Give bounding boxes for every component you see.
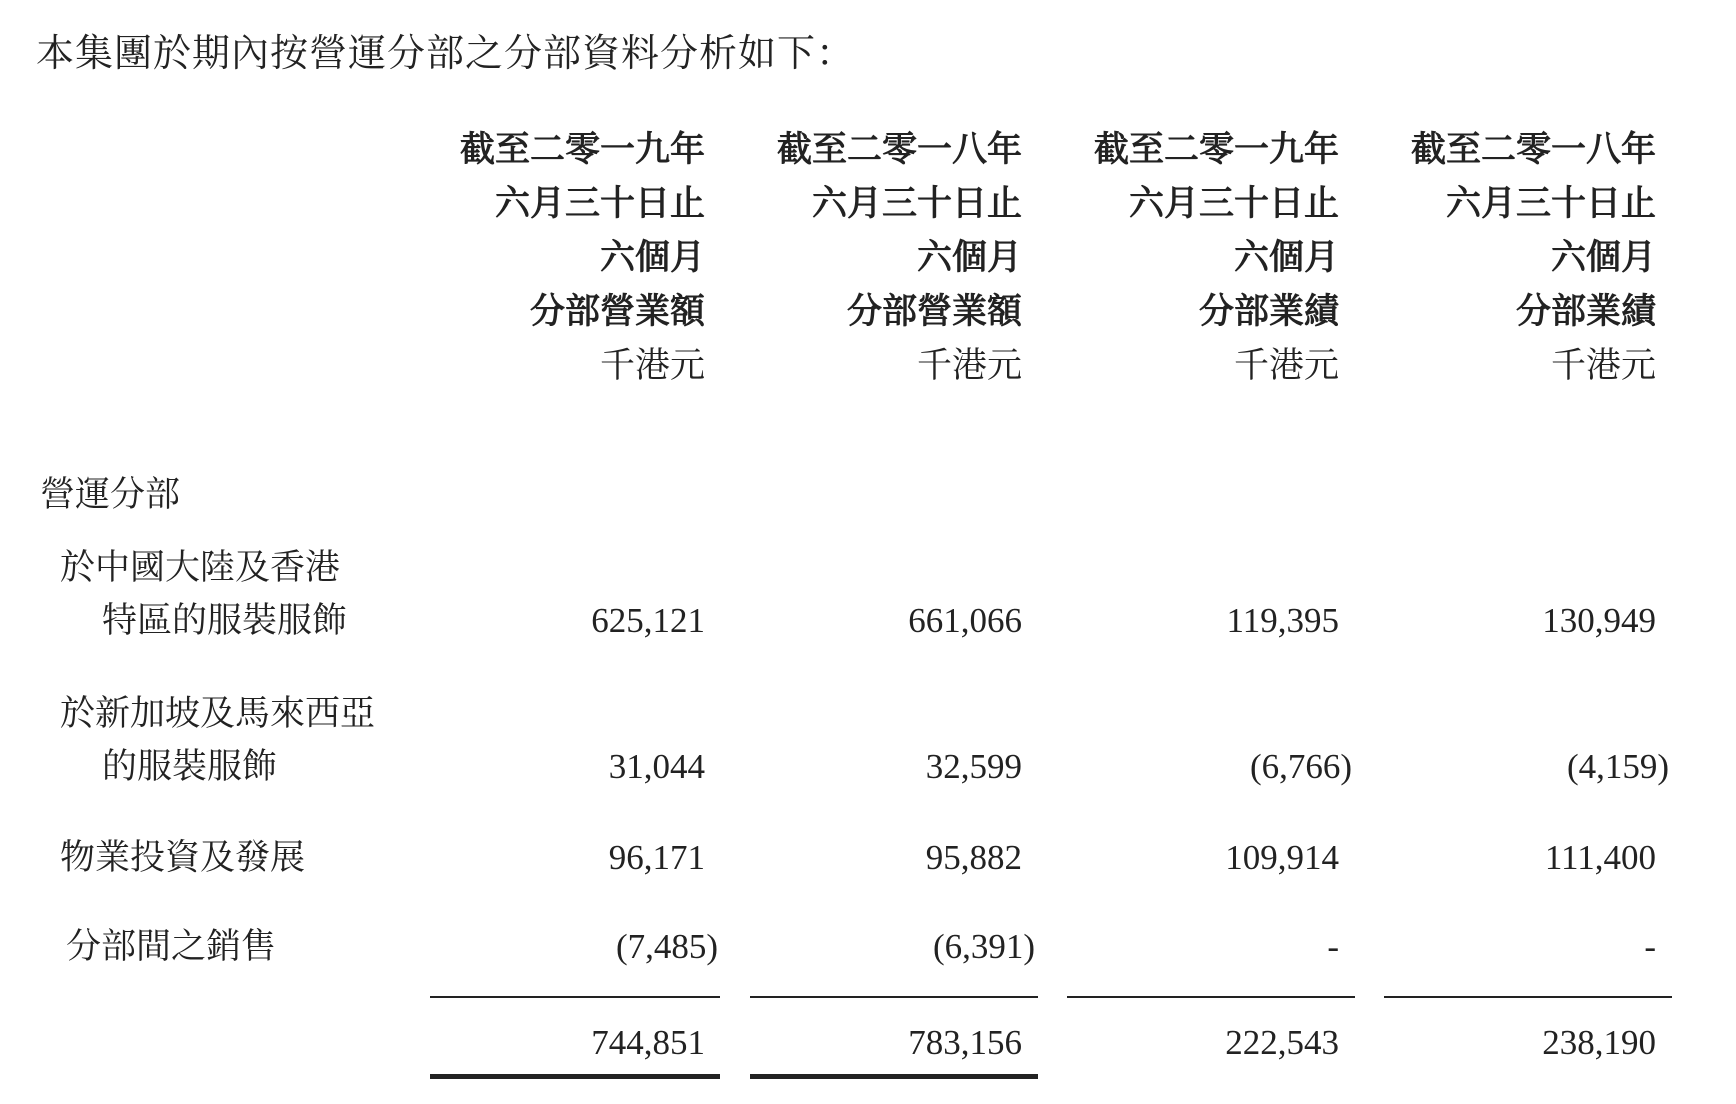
subtotal-rule bbox=[750, 996, 1038, 998]
subtotal-rule bbox=[1384, 996, 1672, 998]
table-cell: 119,395 bbox=[1226, 601, 1339, 640]
header-line-months: 六個月 bbox=[1550, 238, 1656, 277]
row-label: 物業投資及發展 bbox=[60, 838, 306, 877]
header-line-months: 六個月 bbox=[916, 238, 1022, 277]
table-cell: 111,400 bbox=[1544, 838, 1656, 877]
header-line-date: 六月三十日止 bbox=[1445, 184, 1656, 223]
column-header-revenue-2018 bbox=[722, 123, 1022, 393]
header-line-months: 六個月 bbox=[599, 238, 705, 277]
table-cell: (4,159) bbox=[1566, 747, 1669, 786]
subtotal-rule bbox=[1067, 996, 1355, 998]
total-cell: 222,543 bbox=[1225, 1023, 1339, 1062]
column-header-revenue-2019 bbox=[405, 123, 705, 393]
intro-text: 本集團於期內按營運分部之分部資料分析如下： bbox=[36, 33, 856, 75]
column-header-results-2019 bbox=[1039, 123, 1339, 393]
row-label: 於中國大陸及香港 bbox=[60, 548, 341, 587]
total-cell: 783,156 bbox=[908, 1023, 1022, 1062]
table-cell: (7,485) bbox=[615, 927, 718, 966]
header-line-period: 截至二零一八年 bbox=[776, 130, 1022, 169]
subtotal-rule bbox=[430, 996, 720, 998]
section-title: 營運分部 bbox=[40, 475, 181, 514]
header-line-unit: 千港元 bbox=[1233, 346, 1339, 385]
table-cell: 31,044 bbox=[608, 747, 705, 786]
header-line-period: 截至二零一九年 bbox=[459, 130, 705, 169]
table-cell: 109,914 bbox=[1225, 838, 1339, 877]
table-cell: 96,171 bbox=[608, 838, 705, 877]
total-underline bbox=[750, 1074, 1038, 1079]
total-underline bbox=[430, 1074, 720, 1079]
table-cell: 661,066 bbox=[908, 601, 1022, 640]
table-cell: (6,766) bbox=[1249, 747, 1352, 786]
header-line-unit: 千港元 bbox=[1550, 346, 1656, 385]
row-label-continued: 的服裝服飾 bbox=[102, 747, 278, 786]
row-label: 分部間之銷售 bbox=[66, 927, 277, 966]
header-line-period: 截至二零一九年 bbox=[1093, 130, 1339, 169]
header-line-metric: 分部營業額 bbox=[846, 292, 1022, 331]
header-line-date: 六月三十日止 bbox=[811, 184, 1022, 223]
table-cell: 32,599 bbox=[925, 747, 1022, 786]
table-cell: 130,949 bbox=[1542, 601, 1656, 640]
header-line-date: 六月三十日止 bbox=[1128, 184, 1339, 223]
table-cell: - bbox=[1644, 927, 1656, 966]
header-line-metric: 分部營業額 bbox=[529, 292, 705, 331]
header-line-date: 六月三十日止 bbox=[494, 184, 705, 223]
total-cell: 744,851 bbox=[591, 1023, 705, 1062]
table-cell: (6,391) bbox=[932, 927, 1035, 966]
header-line-unit: 千港元 bbox=[916, 346, 1022, 385]
table-cell: - bbox=[1327, 927, 1339, 966]
header-line-metric: 分部業績 bbox=[1198, 292, 1339, 331]
row-label-continued: 特區的服裝服飾 bbox=[102, 601, 348, 640]
header-line-metric: 分部業績 bbox=[1515, 292, 1656, 331]
table-cell: 625,121 bbox=[591, 601, 705, 640]
header-line-unit: 千港元 bbox=[599, 346, 705, 385]
total-cell: 238,190 bbox=[1542, 1023, 1656, 1062]
table-cell: 95,882 bbox=[925, 838, 1022, 877]
column-header-results-2018 bbox=[1356, 123, 1656, 393]
header-line-months: 六個月 bbox=[1233, 238, 1339, 277]
row-label: 於新加坡及馬來西亞 bbox=[60, 694, 376, 733]
header-line-period: 截至二零一八年 bbox=[1410, 130, 1656, 169]
